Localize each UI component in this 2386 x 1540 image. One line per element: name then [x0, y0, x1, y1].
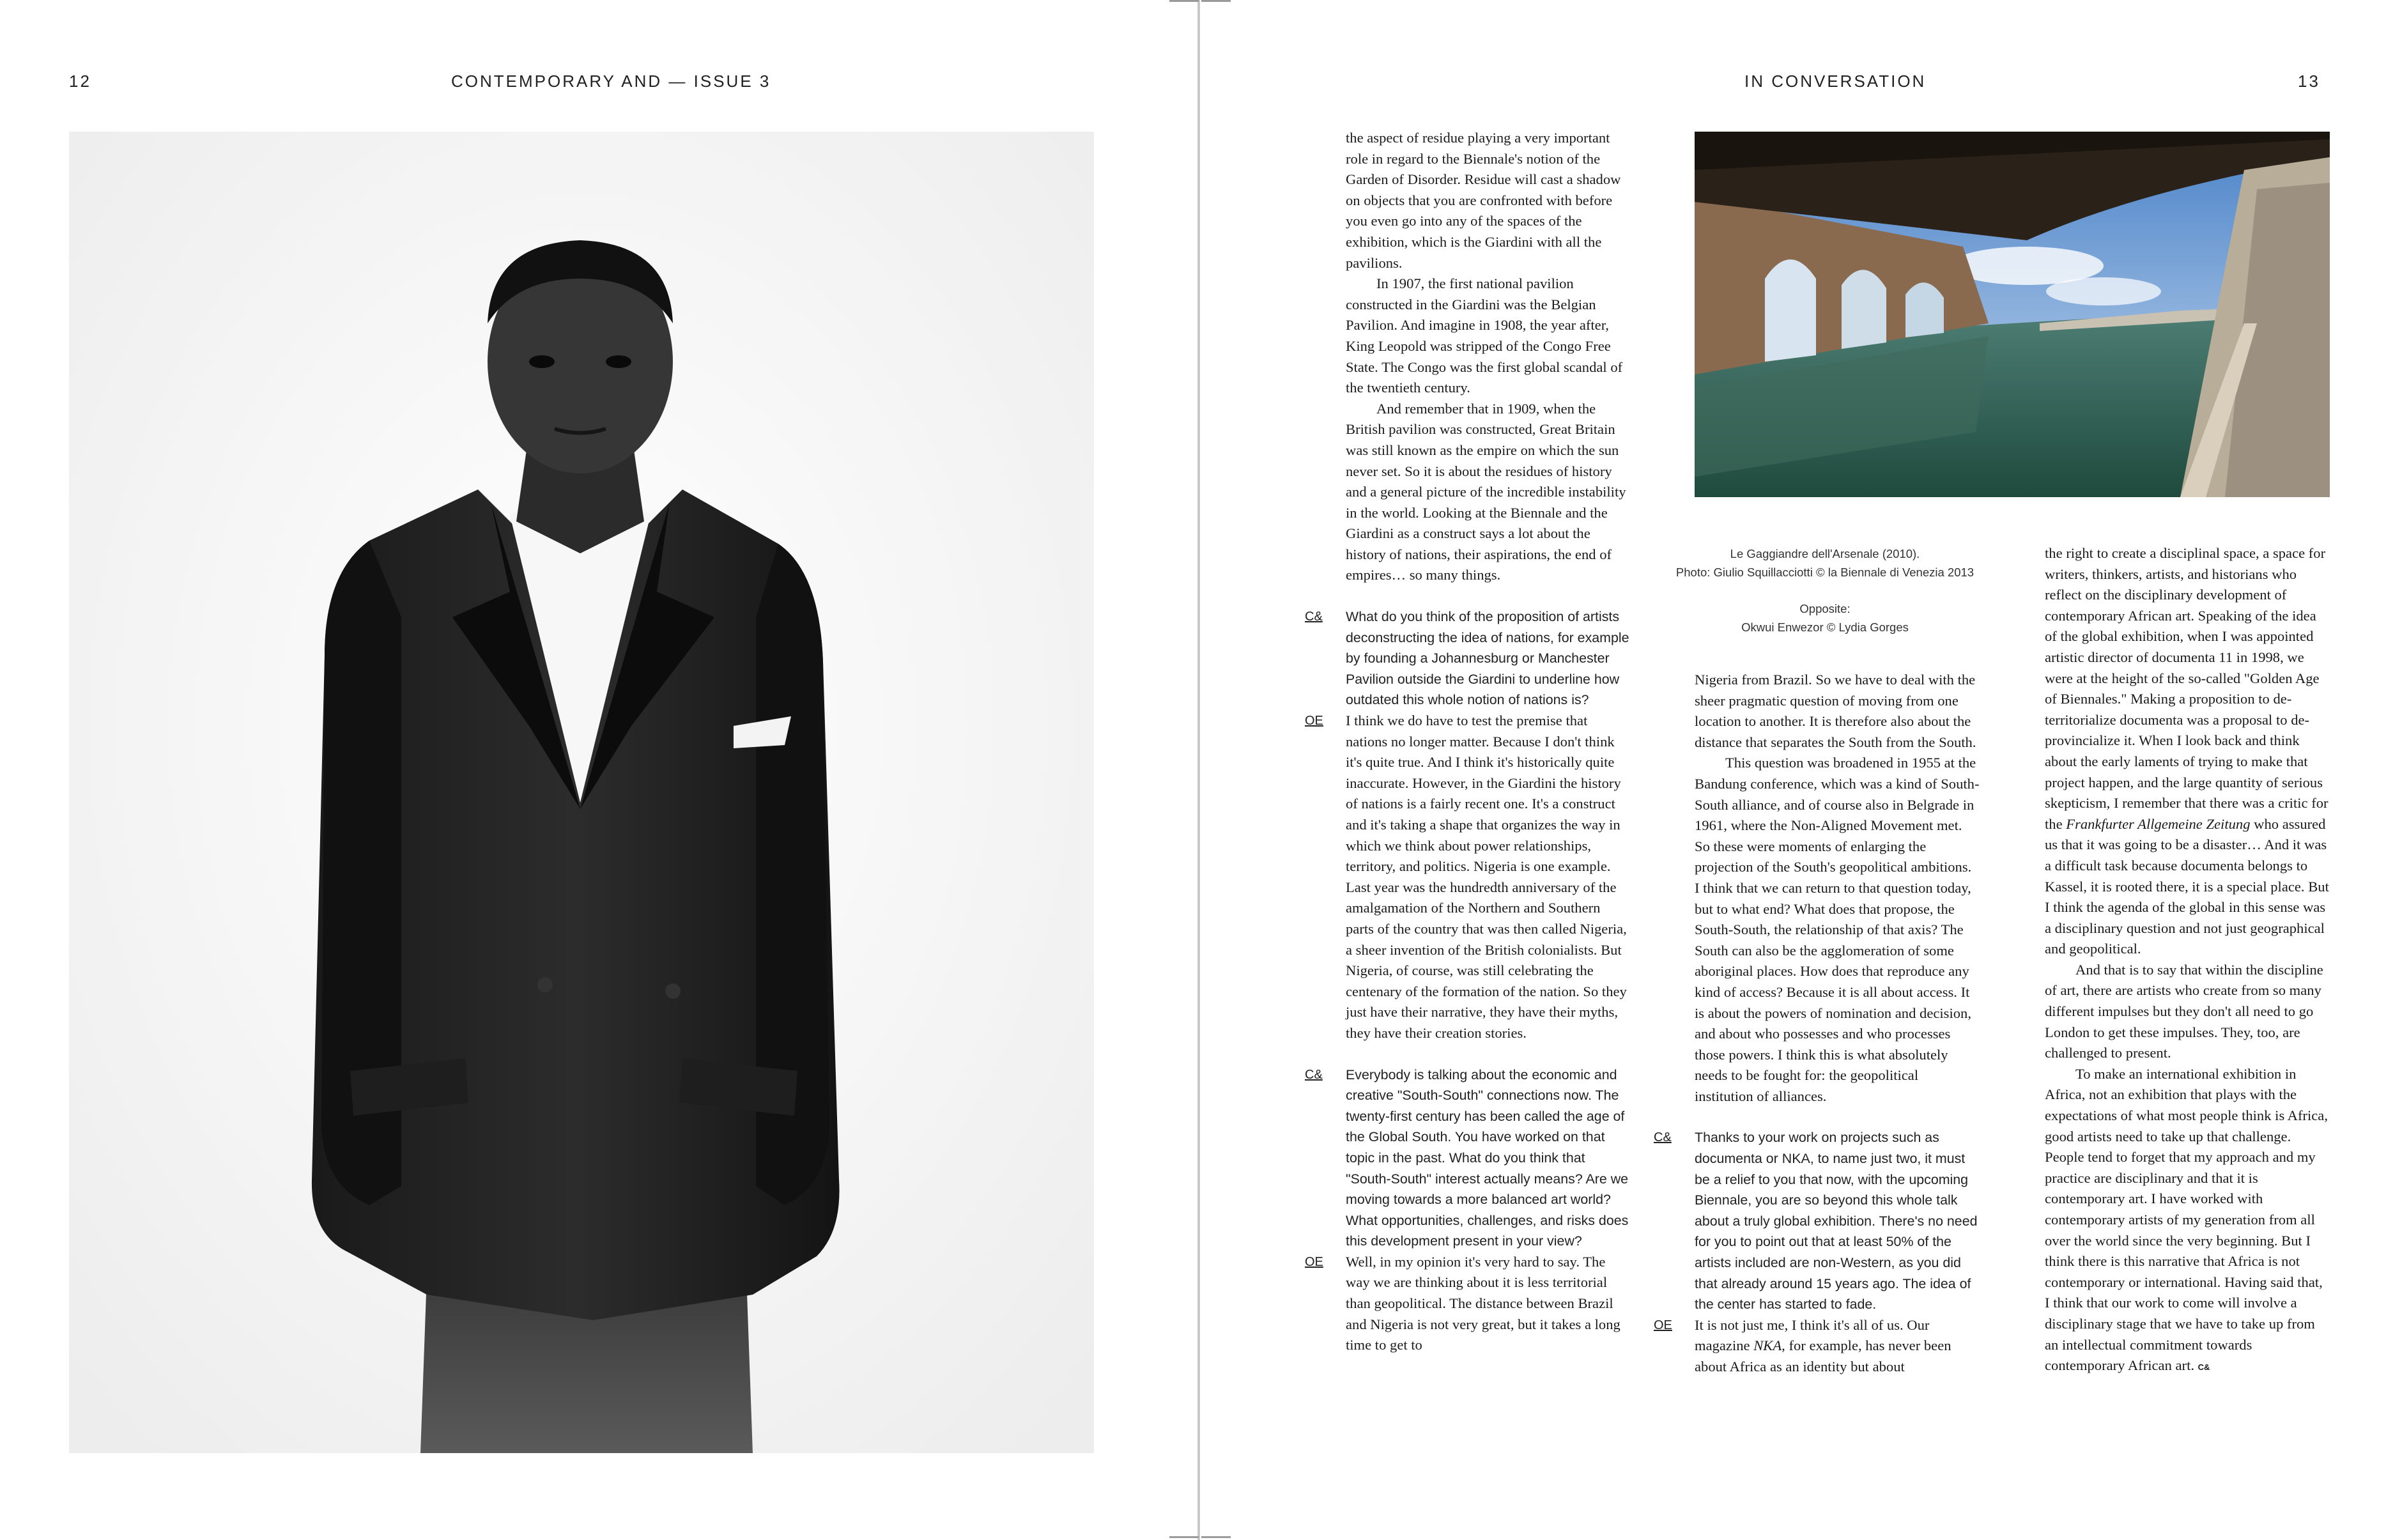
text-column-1 [1305, 128, 1631, 1356]
caption-opposite-label: Opposite: [1799, 602, 1851, 615]
crop-mark-bottom-left [1169, 1536, 1199, 1538]
answer-block [1305, 1252, 1631, 1356]
newspaper-title: Frankfurter Allgemeine Zeitung [2066, 815, 2251, 832]
crop-mark-bottom-right [1201, 1536, 1231, 1538]
text-column-2 [1654, 670, 1980, 1378]
question-block [1305, 606, 1631, 711]
paragraph: Nigeria from Brazil. So we have to deal with the sheer pragmatic question of moving from one location to another. It is therefore also about the distance that separates the South from the South. [1695, 672, 1976, 750]
caption-credit: Photo: Giulio Squillacciotti © la Biennale di Venezia 2013 [1675, 566, 1974, 579]
caption-opposite-credit: Okwui Enwezor © Lydia Gorges [1741, 620, 1909, 634]
caption-title: Le Gaggiandre dell'Arsenale (2010). [1730, 547, 1920, 560]
speaker-label-interviewer: C& [1305, 1067, 1323, 1082]
question-text: Thanks to your work on projects such as documenta or NKA, to name just two, it must be a relief to you that now, with the upcoming Biennale, you are so beyond this whole talk about a truly global exhibition. There's no need for you to point out that at least 50% of the artists included are non-Western, as you did that already around 15 years ago. The idea of the center has started to fade. [1695, 1130, 1978, 1313]
answer-text: It is not just me, I think it's all of us. Our magazine NKA, for example, has never been about Africa as an identity but about [1695, 1316, 1951, 1374]
photo-caption [1640, 544, 2010, 636]
crop-mark-top-left [1169, 0, 1199, 2]
question-text: What do you think of the proposition of artists deconstructing the idea of nations, for example by founding a Johannesburg or Manchester Pavilion outside the Giardini to underline how outdated this whole notion of nations is? [1346, 609, 1629, 708]
crop-mark-top-right [1201, 0, 1231, 2]
question-block [1654, 1127, 1980, 1314]
speaker-label-interviewee: OE [1305, 714, 1323, 728]
text-column-3 [2045, 543, 2330, 1378]
answer-text: I think we do have to test the premise that nations no longer matter. Because I don't think it's quite true. And I think it's historically quite inaccurate. However, in the Giardini the history of nations is a fairly recent one. It's a construct and it's taking a shape that organizes the way in which we think about power relationships, territory, and politics. Nigeria is one example. Last year was the hundredth anniversary of the amalgamation of the Northern and Southern parts of the country that was then called Nigeria, a sheer invention of the British colonialists. But Nigeria, of course, was still celebrating the centenary of the formation of the nation. So they just have their narrative, they have their myths, they have their creation stories. [1346, 712, 1627, 1041]
question-text: Everybody is talking about the economic and creative "South-South" connections now. The twenty-first century has been called the age of the Global South. You have worked on that topic in the past. What do you think that "South-South" interest actually means? Are we moving towards a more balanced art world? What opportunities, challenges, and risks does this development present in your view? [1346, 1066, 1629, 1249]
speaker-label-interviewee: OE [1305, 1254, 1323, 1269]
end-mark: C& [2197, 1362, 2210, 1373]
answer-text: Well, in my opinion it's very hard to say. The way we are thinking about it is less territorial than geopolitical. The distance between Brazil and Nigeria is not very great, but it takes a long time to get to [1346, 1253, 1620, 1353]
portrait-illustration [69, 132, 1094, 1453]
question-block [1305, 1065, 1631, 1252]
magazine-title: NKA [1753, 1337, 1782, 1354]
paragraph: To make an international exhibition in Africa, not an exhibition that plays with the expectations of what most people think is Africa, good artists need to take up that challenge. People tend to forget that my approach and my practice are disciplinary and that it is contemporary art. I have worked with contemporary artists of my generation from all over the world since the very beginning. But I think there is this narrative that Africa is not contemporary or international. Having said that, I think that our work to come will involve a disciplinary stage that we have to take up from an intellectual commitment towards contemporary African art. C& [2045, 1065, 2328, 1374]
arsenale-illustration [1695, 132, 2330, 497]
portrait-photo [69, 132, 1094, 1453]
paragraph: And that is to say that within the discipline of art, there are artists who create from so many different impulses but they don't all need to go London to get these impulses. They, too, are challenged to present. [2045, 961, 2323, 1061]
right-page-number: 13 [2298, 72, 2320, 91]
answer-block [1305, 711, 1631, 1044]
paragraph: This question was broadened in 1955 at the Bandung conference, which was a kind of South-South alliance, and of course also in Belgrade in 1961, where the Non-Aligned Movement met. So these were moments of enlarging the projection of the South's geopolitical ambitions. I think that we can return to that question today, but to what end? What does that propose, the South-South, the relationship of that axis? The South can also be the agglomeration of some aboriginal places. How does that reproduce any kind of access? Because it is all about access. It is about the powers of nomination and decision, and about who possesses and who processes those powers. I think this is what absolutely needs to be fought for: the geopolitical institution of alliances. [1695, 755, 1980, 1104]
paragraph: the right to create a disciplinal space, a space for writers, thinkers, artists, and historians who reflect on the disciplinary development of contemporary African art. Speaking of the idea of the global exhibition, when I was appointed artistic director of documenta 11 in 1998, we were at the height of the so-called "Golden Age of Biennales." Making a proposition to de-territorialize documenta was a proposal to de-provincialize it. When I look back and think about the early laments of trying to make that project happen, and the large quantity of serious skepticism, I remember that there was a critic for the Frankfurter Allgemeine Zeitung who assured us that it was going to be a disaster… And it was a difficult task because documenta belongs to Kassel, it is rooted there, it is a special place. But I think the agenda of the global in this sense was a disciplinary question and not just geographical and geopolitical. [2045, 545, 2329, 957]
paragraph: In 1907, the first national pavilion constructed in the Giardini was the Belgian Pavilion. And imagine in 1908, the year after, King Leopold was stripped of the Congo Free State. The Congo was the first global scandal of the twentieth century. [1346, 275, 1623, 396]
speaker-label-interviewer: C& [1305, 610, 1323, 624]
left-page-number: 12 [69, 72, 91, 91]
speaker-label-interviewer: C& [1654, 1130, 1672, 1145]
left-running-head: CONTEMPORARY AND — ISSUE 3 [451, 72, 771, 91]
speaker-label-interviewee: OE [1654, 1318, 1672, 1332]
answer-block [1654, 1315, 1980, 1378]
paragraph: the aspect of residue playing a very important role in regard to the Biennale's notion of the Garden of Disorder. Residue will cast a shadow on objects that you are confronted with before you even go into any of the spaces of the exhibition, which is the Giardini with all the pavilions. [1346, 130, 1621, 271]
arsenale-photo [1695, 132, 2330, 497]
right-running-head: IN CONVERSATION [1744, 72, 1927, 91]
paragraph: And remember that in 1909, when the British pavilion was constructed, Great Britain was still known as the empire on which the sun never set. So it is about the residues of history and a general picture of the incredible instability in the world. Looking at the Biennale and the Giardini as a construct says a lot about the history of nations, their aspirations, the end of empires… so many things. [1346, 400, 1626, 583]
page-gutter [1197, 0, 1200, 1540]
